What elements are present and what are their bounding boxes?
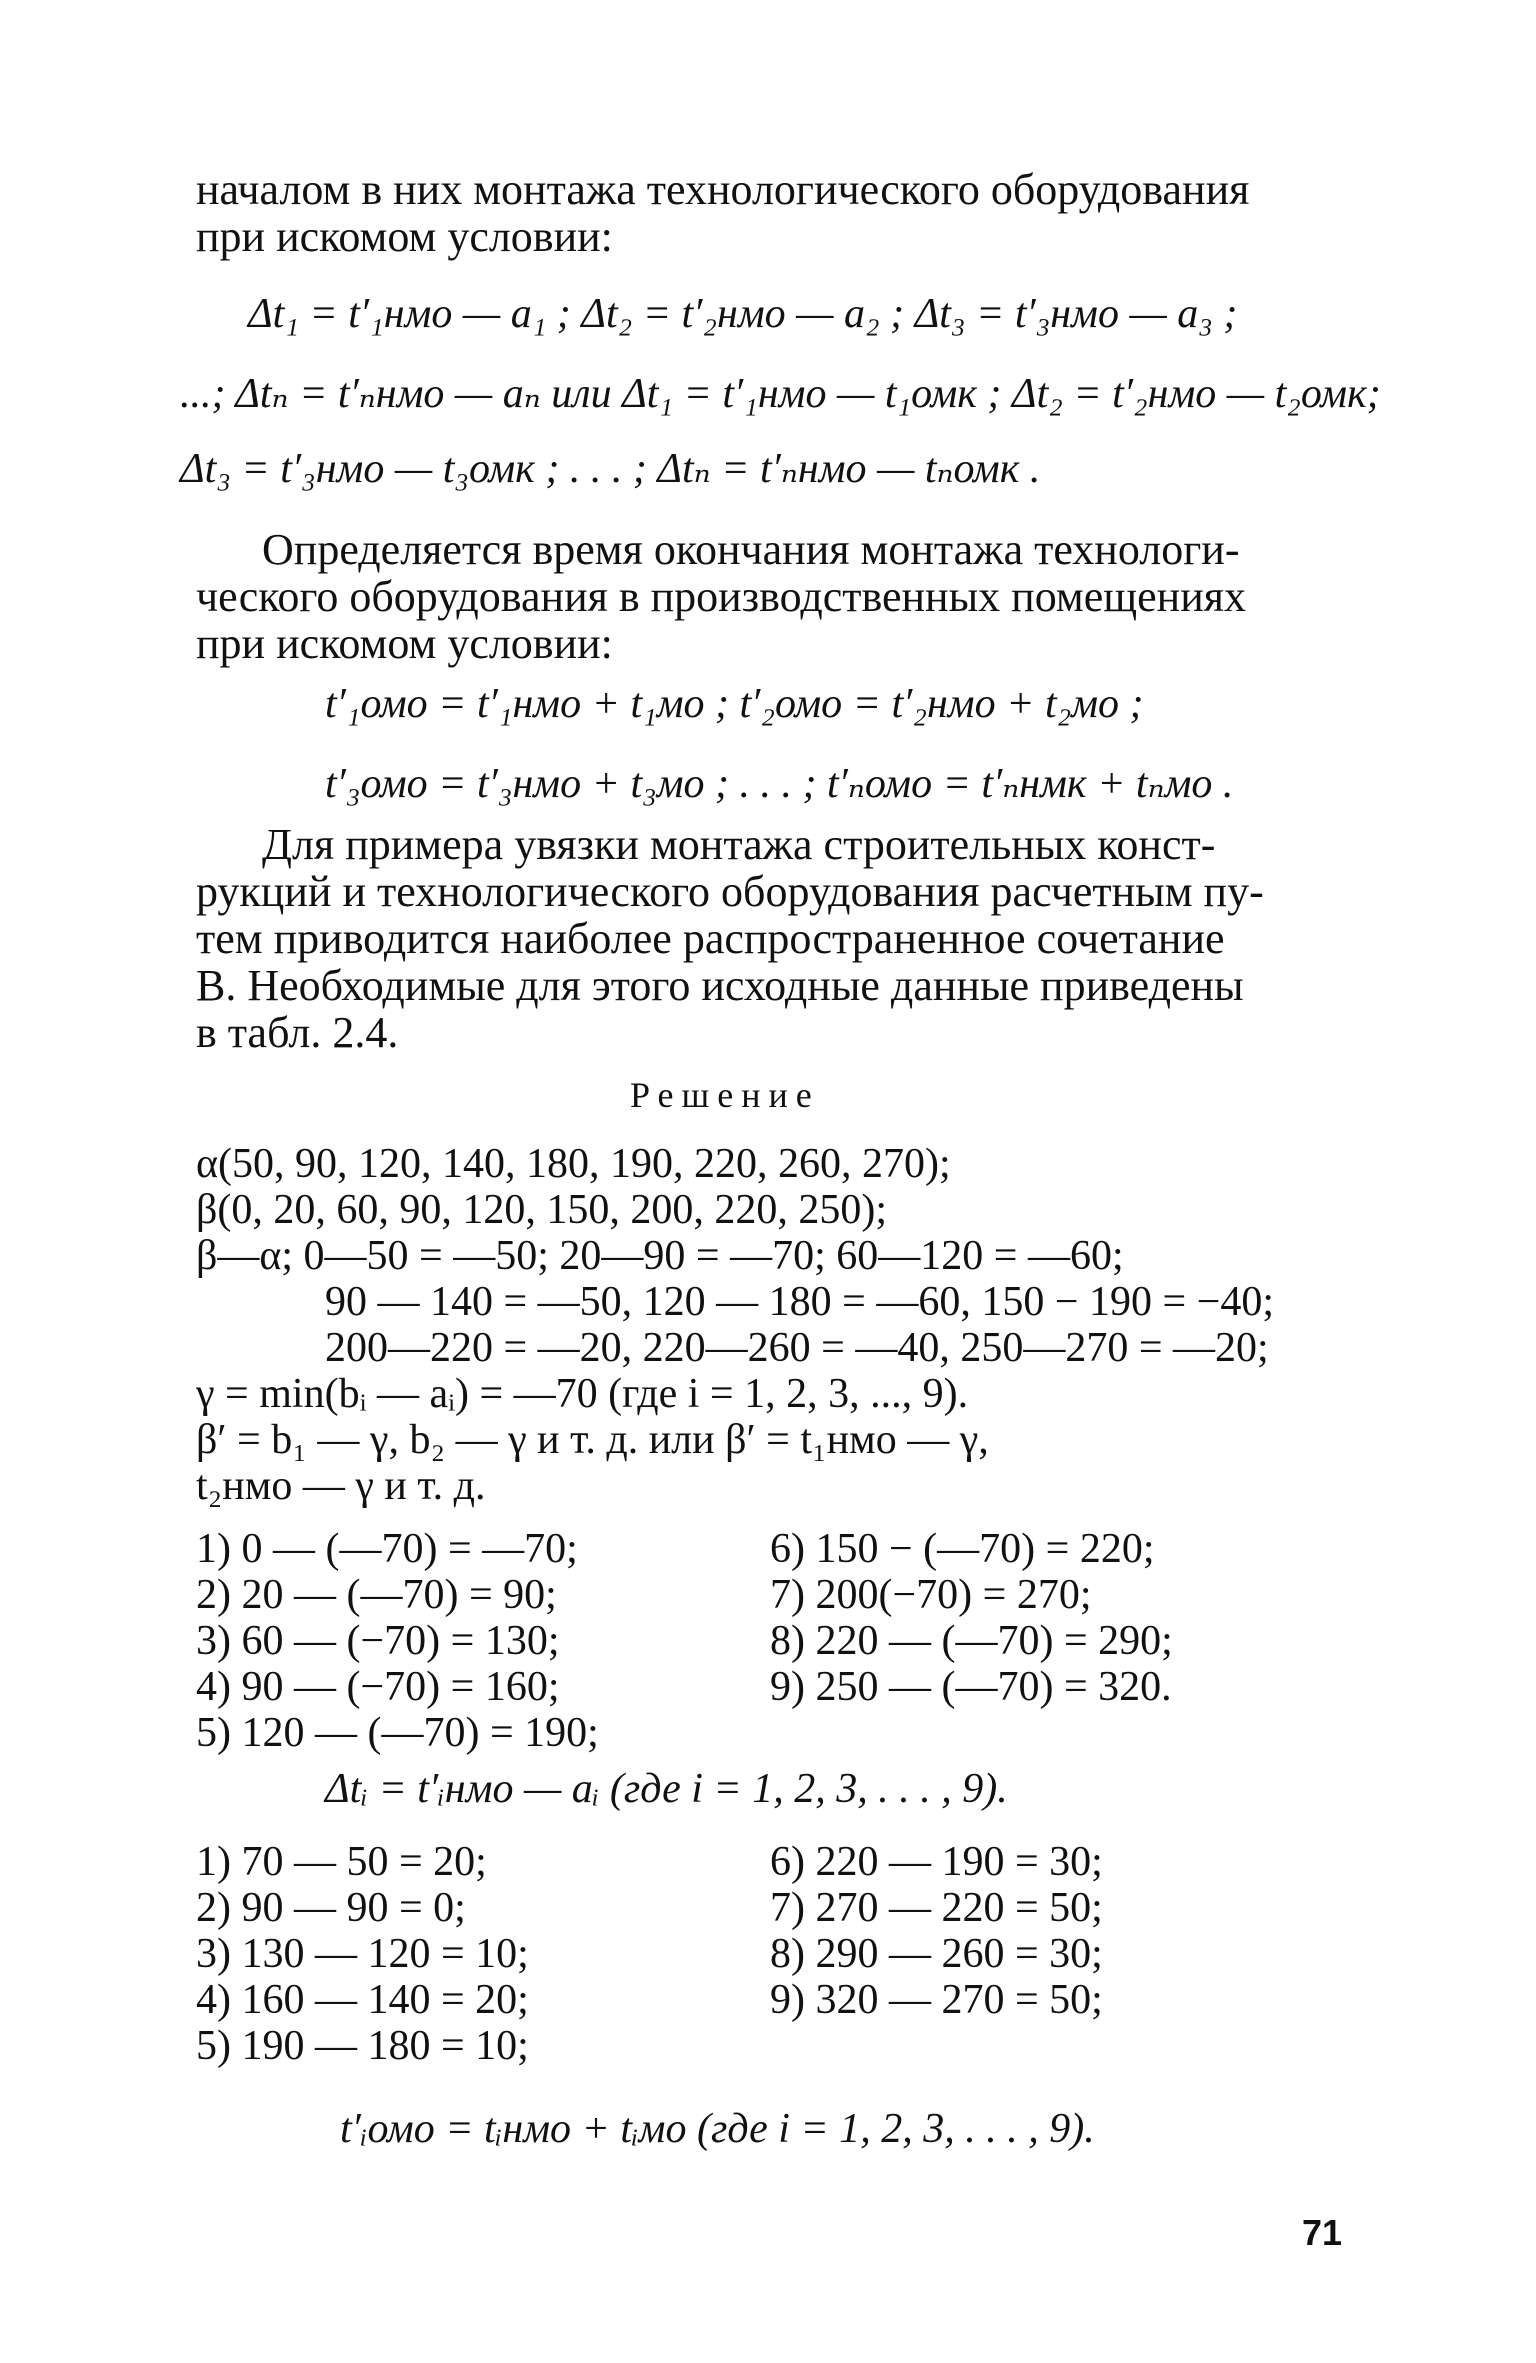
list-item: 5) 190 — 180 = 10; [196, 2023, 529, 2069]
paragraph-line: Для примера увязки монтажа строительных конст- [262, 820, 1216, 869]
list-item: 4) 160 — 140 = 20; [196, 1977, 529, 2023]
paragraph-line: В. Необходимые для этого исходные данные приведены [196, 961, 1244, 1010]
list-item: 2) 90 — 90 = 0; [196, 1885, 466, 1931]
paragraph-line: тем приводится наиболее распространенное сочетание [196, 914, 1225, 963]
list-item: 3) 60 — (−70) = 130; [196, 1618, 560, 1664]
solution-line: β′ = b₁ — γ, b₂ — γ и т. д. или β′ = t₁нмо — γ, [196, 1417, 989, 1463]
list-item: 8) 290 — 260 = 30; [770, 1931, 1103, 1977]
paragraph-line: началом в них монтажа технологического оборудования [196, 165, 1250, 214]
formula-line: t′₁омо = t′₁нмо + t₁мо ; t′₂омо = t′₂нмо + t₂мо ; [325, 681, 1144, 727]
page-number: 71 [1302, 2212, 1343, 2253]
solution-line: 200—220 = —20, 220—260 = —40, 250—270 = —20; [325, 1325, 1269, 1371]
formula-line: t′₃омо = t′₃нмо + t₃мо ; . . . ; t′ₙомо = t′ₙнмк + tₙмо . [325, 761, 1234, 807]
solution-line: β(0, 20, 60, 90, 120, 150, 200, 220, 250); [196, 1187, 888, 1233]
list-item: 7) 200(−70) = 270; [770, 1572, 1092, 1618]
list-item: 4) 90 — (−70) = 160; [196, 1664, 560, 1710]
list-item: 7) 270 — 220 = 50; [770, 1885, 1103, 1931]
formula-line: t′ᵢомо = tᵢнмо + tᵢмо (где i = 1, 2, 3, . . . , 9). [340, 2106, 1095, 2152]
list-item: 1) 0 — (—70) = —70; [196, 1526, 578, 1572]
paragraph-line: рукций и технологического оборудования расчетным пу- [196, 867, 1264, 916]
solution-line: β—α; 0—50 = —50; 20—90 = —70; 60—120 = —60; [196, 1233, 1124, 1279]
formula-line: ...; Δtₙ = t′ₙнмо — aₙ или Δt₁ = t′₁нмо — t₁омк ; Δt₂ = t′₂нмо — t₂омк; [180, 371, 1381, 417]
formula-line: Δt₁ = t′₁нмо — a₁ ; Δt₂ = t′₂нмо — a₂ ; Δt₃ = t′₃нмо — a₃ ; [248, 291, 1238, 337]
list-item: 9) 320 — 270 = 50; [770, 1977, 1103, 2023]
paragraph-line: при искомом условии: [196, 619, 613, 668]
solution-line: α(50, 90, 120, 140, 180, 190, 220, 260, 270); [196, 1141, 951, 1187]
solution-line: t₂нмо — γ и т. д. [196, 1463, 486, 1509]
solution-line: γ = min(bᵢ — aᵢ) = —70 (где i = 1, 2, 3, ..., 9). [196, 1371, 969, 1417]
solution-line: 90 — 140 = —50, 120 — 180 = —60, 150 − 190 = −40; [325, 1279, 1275, 1325]
list-item: 5) 120 — (—70) = 190; [196, 1710, 599, 1756]
formula-line: Δt₃ = t′₃нмо — t₃омк ; . . . ; Δtₙ = t′ₙнмо — tₙомк . [180, 446, 1041, 492]
list-item: 1) 70 — 50 = 20; [196, 1839, 487, 1885]
list-item: 8) 220 — (—70) = 290; [770, 1618, 1173, 1664]
list-item: 6) 220 — 190 = 30; [770, 1839, 1103, 1885]
list-item: 3) 130 — 120 = 10; [196, 1931, 529, 1977]
list-item: 2) 20 — (—70) = 90; [196, 1572, 557, 1618]
list-item: 6) 150 − (—70) = 220; [770, 1526, 1155, 1572]
list-item: 9) 250 — (—70) = 320. [770, 1664, 1172, 1710]
paragraph-line: в табл. 2.4. [196, 1008, 399, 1057]
paragraph-line: ческого оборудования в производственных помещениях [196, 572, 1246, 621]
paragraph-line: Определяется время окончания монтажа технологи- [262, 525, 1240, 574]
paragraph-line: при искомом условии: [196, 212, 613, 261]
solution-heading: Решение [630, 1075, 820, 1115]
formula-line: Δtᵢ = t′ᵢнмо — aᵢ (где i = 1, 2, 3, . . . , 9). [325, 1766, 1008, 1812]
